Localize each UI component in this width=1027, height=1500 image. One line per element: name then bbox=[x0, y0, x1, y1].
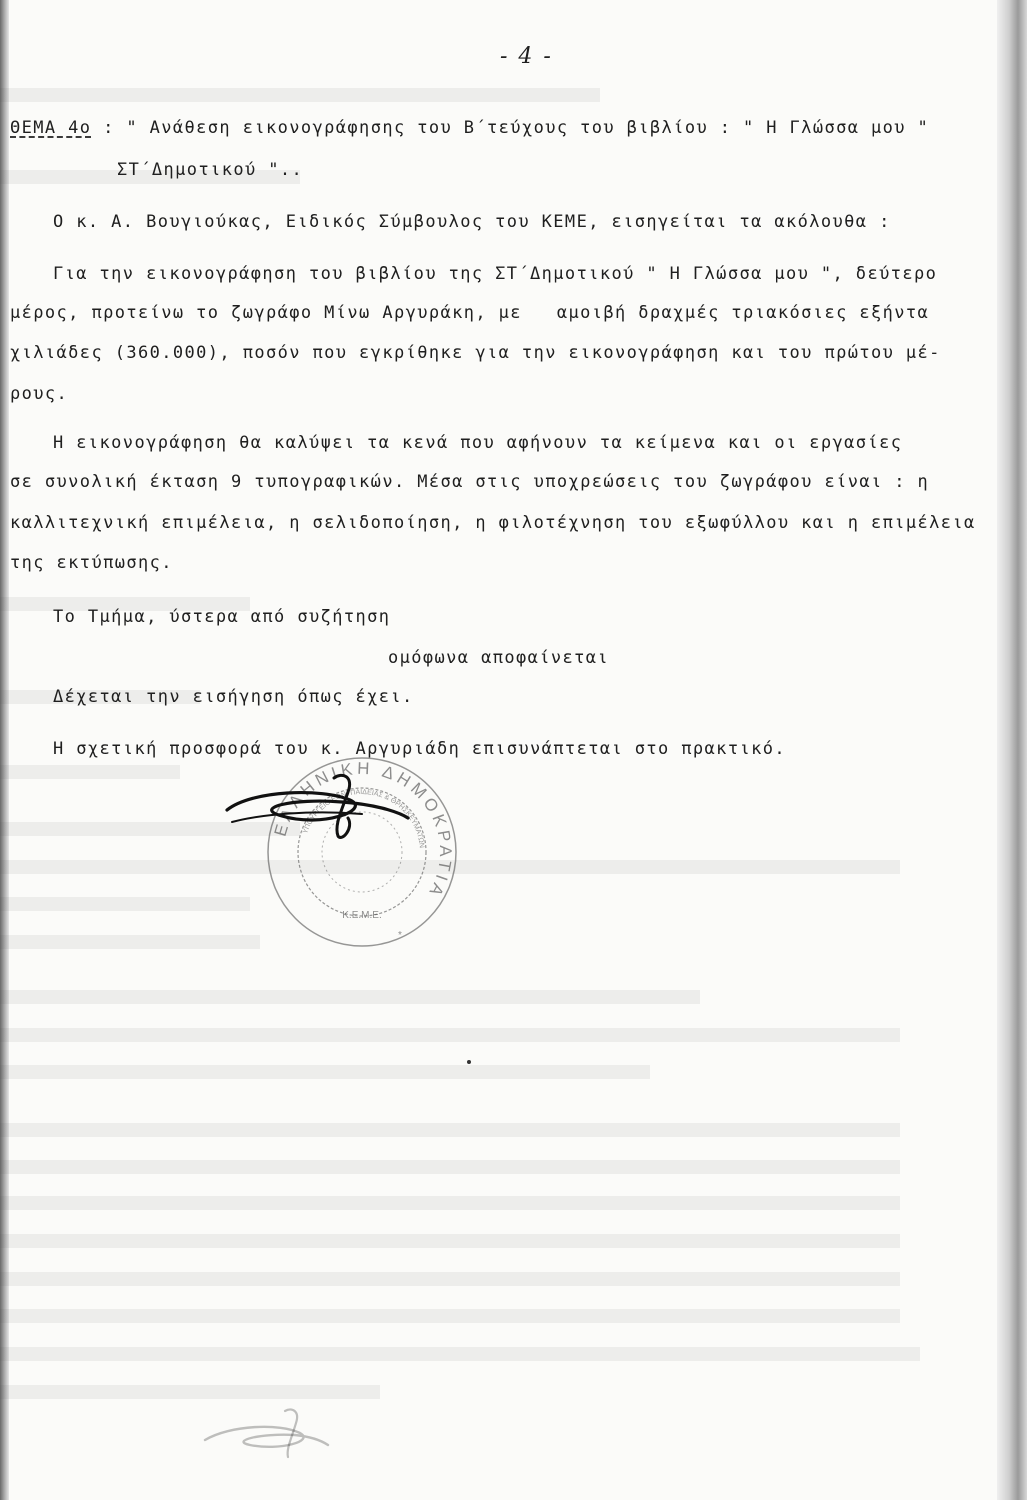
intro-text: Ο κ. Α. Βουγιούκας, Ειδικός Σύμβουλος του ΚΕΜΕ, εισηγείται τα ακόλουθα : bbox=[53, 212, 891, 232]
page-edge-left bbox=[0, 0, 9, 1500]
paragraph1-line3: χιλιάδες (360.000), ποσόν που εγκρίθηκε για την εικονογράφηση και του πρώτου μέ- bbox=[10, 343, 941, 363]
theme-title-line2: ΣΤ΄Δημοτικού ".. bbox=[117, 160, 304, 180]
theme-label: ΘΕΜΑ 4ο bbox=[10, 118, 92, 138]
page-edge-right bbox=[997, 0, 1027, 1500]
paragraph2-line4: της εκτύπωσης. bbox=[10, 553, 173, 573]
paragraph2-line3: καλλιτεχνική επιμέλεια, η σελιδοποίηση, η φιλοτέχνηση του εξωφύλλου και η επιμέλεια bbox=[10, 513, 976, 533]
svg-text:*: * bbox=[398, 930, 402, 941]
paragraph2-line1: Η εικονογράφηση θα καλύψει τα κενά που αφήνουν τα κείμενα και οι εργασίες bbox=[53, 433, 903, 453]
attachment-note: Η σχετική προσφορά του κ. Αργυριάδη επισυνάπτεται στο πρακτικό. bbox=[53, 739, 786, 759]
paragraph1-line4: ρους. bbox=[10, 384, 69, 404]
section-statement: Το Τμήμα, ύστερα από συζήτηση bbox=[53, 607, 391, 627]
signature bbox=[222, 770, 412, 850]
stamp-bottom-text: Κ.Ε.Μ.Ε. bbox=[342, 910, 382, 921]
verdict: ομόφωνα αποφαίνεται bbox=[388, 648, 610, 668]
paragraph2-line2: σε συνολική έκταση 9 τυπογραφικών. Μέσα στις υποχρεώσεις του ζωγράφου είναι : η bbox=[10, 472, 930, 492]
theme-heading bbox=[10, 118, 929, 138]
paragraph1-line2: μέρος, προτείνω το ζωγράφο Μίνω Αργυράκη, με αμοιβή δραχμές τριακόσιες εξήντα bbox=[10, 303, 930, 323]
stamp-inner-text: ΥΠΟΥΡΓΕΙΟ ΕΘΝ. ΠΑΙΔΕΙΑΣ & ΘΡΗΣΚΕΥΜΑΤΩΝ bbox=[302, 788, 425, 849]
bleed-through-signature bbox=[200, 1405, 330, 1465]
ink-dot bbox=[467, 1060, 471, 1064]
page-number: - 4 - bbox=[500, 44, 553, 69]
theme-title-line1: : " Ανάθεση εικονογράφησης του Β΄τεύχους του βιβλίου : " Η Γλώσσα μου " bbox=[91, 118, 930, 138]
stamp-outer-text: ΕΛΛΗΝΙΚΗ ΔΗΜΟΚΡΑΤΙΑ bbox=[270, 758, 456, 903]
paragraph1-line1: Για την εικονογράφηση του βιβλίου της ΣΤ΄Δημοτικού " Η Γλώσσα μου ", δεύτερο bbox=[53, 264, 938, 284]
decision: Δέχεται την εισήγηση όπως έχει. bbox=[53, 687, 414, 707]
